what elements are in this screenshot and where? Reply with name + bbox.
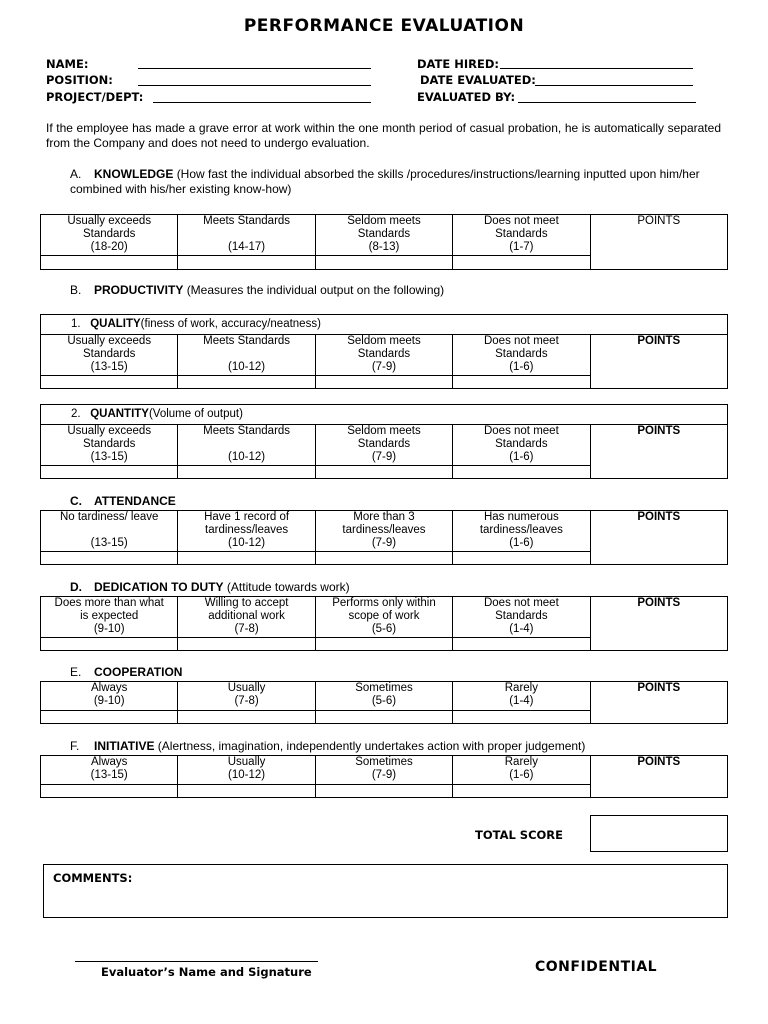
dedication-table [40, 596, 728, 651]
date-hired-field[interactable] [500, 68, 693, 69]
attendance-col-4: Has numerous tardiness/leaves (1-6) [453, 511, 590, 552]
name-label: NAME: [46, 57, 89, 71]
initiative-desc: (Alertness, imagination, independently undertakes action with proper judgement) [157, 739, 586, 753]
quantity-col-4: Does not meet Standards (1-6) [453, 425, 590, 466]
dedication-col-3: Performs only within scope of work (5-6) [315, 597, 452, 638]
project-dept-label: PROJECT/DEPT: [46, 90, 144, 104]
total-score-label: TOTAL SCORE [475, 828, 564, 842]
knowledge-col-2: Meets Standards (14-17) [178, 215, 315, 256]
position-field[interactable] [138, 85, 371, 86]
quantity-col-3: Seldom meets Standards (7-9) [315, 425, 452, 466]
initiative-letter: F. [70, 739, 80, 753]
attendance-check-1[interactable] [41, 552, 178, 565]
knowledge-check-1[interactable] [41, 256, 178, 270]
initiative-check-3[interactable] [315, 785, 452, 798]
quantity-check-3[interactable] [315, 466, 452, 479]
cooperation-heading [70, 665, 182, 680]
knowledge-col-4: Does not meet Standards (1-7) [453, 215, 590, 256]
cooperation-title: COOPERATION [94, 665, 183, 679]
initiative-col-1: Always (13-15) [41, 756, 178, 785]
initiative-col-3: Sometimes (7-9) [315, 756, 452, 785]
initiative-check-1[interactable] [41, 785, 178, 798]
quantity-caption: 2. QUANTITY(Volume of output) [41, 405, 728, 425]
knowledge-check-4[interactable] [453, 256, 590, 270]
attendance-heading [70, 494, 176, 509]
initiative-points-cell[interactable]: POINTS [590, 756, 727, 798]
knowledge-check-2[interactable] [178, 256, 315, 270]
attendance-check-2[interactable] [178, 552, 315, 565]
knowledge-table [40, 214, 728, 270]
quantity-col-1: Usually exceeds Standards (13-15) [41, 425, 178, 466]
quality-col-1: Usually exceeds Standards (13-15) [41, 335, 178, 376]
quality-check-1[interactable] [41, 376, 178, 389]
date-evaluated-field[interactable] [535, 85, 693, 86]
quality-table [40, 314, 728, 389]
quality-col-3: Seldom meets Standards (7-9) [315, 335, 452, 376]
dedication-check-4[interactable] [453, 638, 590, 651]
attendance-title: ATTENDANCE [94, 494, 176, 508]
quality-check-4[interactable] [453, 376, 590, 389]
knowledge-col-3: Seldom meets Standards (8-13) [315, 215, 452, 256]
dedication-check-2[interactable] [178, 638, 315, 651]
initiative-table [40, 755, 728, 798]
cooperation-letter: E. [70, 665, 82, 679]
name-field[interactable] [138, 68, 371, 69]
dedication-letter: D. [70, 580, 82, 594]
cooperation-check-2[interactable] [178, 711, 315, 724]
attendance-col-2: Have 1 record of tardiness/leaves (10-12) [178, 511, 315, 552]
attendance-table [40, 510, 728, 565]
knowledge-letter: A. [70, 167, 82, 181]
confidential-label: CONFIDENTIAL [535, 959, 658, 975]
project-dept-field[interactable] [153, 102, 371, 103]
cooperation-col-2: Usually (7-8) [178, 682, 315, 711]
date-evaluated-label: DATE EVALUATED: [420, 73, 536, 87]
dedication-check-1[interactable] [41, 638, 178, 651]
cooperation-points-cell[interactable]: POINTS [590, 682, 727, 724]
quality-col-2: Meets Standards (10-12) [178, 335, 315, 376]
dedication-col-1: Does more than what is expected (9-10) [41, 597, 178, 638]
cooperation-col-3: Sometimes (5-6) [315, 682, 452, 711]
quality-caption: 1. QUALITY(finess of work, accuracy/neatness) [41, 315, 728, 335]
initiative-col-2: Usually (10-12) [178, 756, 315, 785]
total-score-box[interactable] [590, 815, 728, 852]
dedication-check-3[interactable] [315, 638, 452, 651]
quality-points-cell[interactable]: POINTS [590, 335, 727, 389]
knowledge-points-cell[interactable]: POINTS [590, 215, 727, 270]
attendance-points-cell[interactable]: POINTS [590, 511, 727, 565]
knowledge-check-3[interactable] [315, 256, 452, 270]
initiative-heading [70, 739, 585, 754]
dedication-col-2: Willing to accept additional work (7-8) [178, 597, 315, 638]
evaluated-by-field[interactable] [518, 102, 696, 103]
dedication-title: DEDICATION TO DUTY [94, 580, 224, 594]
signature-label: Evaluator’s Name and Signature [101, 965, 312, 979]
date-hired-label: DATE HIRED: [417, 57, 500, 71]
cooperation-table [40, 681, 728, 724]
quantity-check-2[interactable] [178, 466, 315, 479]
dedication-heading [70, 580, 350, 595]
position-label: POSITION: [46, 73, 113, 87]
quantity-col-2: Meets Standards (10-12) [178, 425, 315, 466]
comments-label: COMMENTS: [53, 871, 133, 885]
page-title: PERFORMANCE EVALUATION [243, 16, 525, 36]
cooperation-check-1[interactable] [41, 711, 178, 724]
attendance-check-4[interactable] [453, 552, 590, 565]
initiative-title: INITIATIVE [94, 739, 155, 753]
quantity-points-cell[interactable]: POINTS [590, 425, 727, 479]
cooperation-check-3[interactable] [315, 711, 452, 724]
attendance-col-1: No tardiness/ leave (13-15) [41, 511, 178, 552]
attendance-col-3: More than 3 tardiness/leaves (7-9) [315, 511, 452, 552]
knowledge-heading [70, 167, 722, 197]
dedication-points-cell[interactable]: POINTS [590, 597, 727, 651]
initiative-col-4: Rarely (1-6) [453, 756, 590, 785]
knowledge-col-1: Usually exceeds Standards (18-20) [41, 215, 178, 256]
dedication-desc: (Attitude towards work) [226, 580, 350, 594]
cooperation-check-4[interactable] [453, 711, 590, 724]
cooperation-col-1: Always (9-10) [41, 682, 178, 711]
initiative-check-2[interactable] [178, 785, 315, 798]
initiative-check-4[interactable] [453, 785, 590, 798]
productivity-title: PRODUCTIVITY [94, 283, 184, 297]
quality-col-4: Does not meet Standards (1-6) [453, 335, 590, 376]
attendance-letter: C. [70, 494, 82, 508]
intro-paragraph: If the employee has made a grave error at work within the one month period of casual probation, he is automatically separated from the Company and does not need to undergo evaluation. [46, 121, 721, 150]
productivity-desc: (Measures the individual output on the following) [186, 283, 445, 297]
cooperation-col-4: Rarely (1-4) [453, 682, 590, 711]
attendance-check-3[interactable] [315, 552, 452, 565]
evaluated-by-label: EVALUATED BY: [417, 90, 516, 104]
quantity-table [40, 404, 728, 479]
signature-line[interactable] [75, 961, 318, 962]
knowledge-title: KNOWLEDGE [94, 167, 174, 181]
quantity-check-1[interactable] [41, 466, 178, 479]
knowledge-desc: (How fast the individual absorbed the skills /procedures/instructions/learning inputted upon him/her combined with his/her existing know-how) [70, 167, 700, 196]
quantity-check-4[interactable] [453, 466, 590, 479]
comments-box[interactable] [43, 864, 728, 918]
productivity-heading [70, 283, 444, 298]
quality-check-3[interactable] [315, 376, 452, 389]
productivity-letter: B. [70, 283, 82, 297]
quality-check-2[interactable] [178, 376, 315, 389]
dedication-col-4: Does not meet Standards (1-4) [453, 597, 590, 638]
